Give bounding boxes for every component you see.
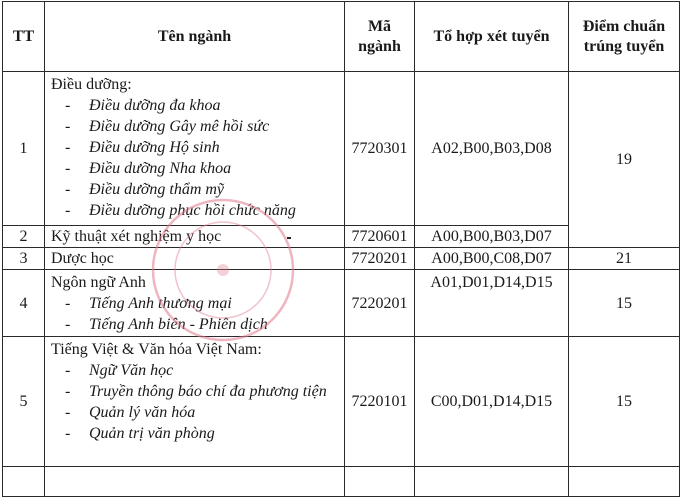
row-score: 19	[569, 72, 680, 248]
sub-major: - Ngữ Văn học	[65, 362, 174, 379]
sub-major: - Quản trị văn phòng	[65, 425, 215, 442]
row-score: 21	[569, 248, 680, 270]
row-name: Dược học	[45, 248, 345, 270]
row-combo: C00,D01,D14,D15	[415, 337, 569, 467]
header-code: Mã ngành	[345, 2, 415, 72]
row-combo: A00,B00,B03,D07	[415, 226, 569, 248]
row-name-cell	[45, 270, 345, 337]
table-row	[3, 248, 680, 270]
sub-major: - Điều dưỡng Nha khoa	[65, 160, 232, 177]
sub-major: - Tiếng Anh biên - Phiên dịch	[65, 316, 268, 333]
row-score: 15	[569, 270, 680, 337]
sub-major: - Quản lý văn hóa	[65, 404, 196, 421]
header-combo: Tổ hợp xét tuyển	[415, 2, 569, 72]
header-score: Điểm chuẩn trúng tuyển	[569, 2, 680, 72]
row-code: 7720301	[345, 72, 415, 226]
row-tt: 2	[3, 226, 45, 248]
sub-major: - Điều dưỡng Gây mê hồi sức	[65, 118, 270, 135]
table-row	[3, 337, 680, 467]
row-name: Tiếng Việt & Văn hóa Việt Nam:	[51, 341, 262, 358]
header-row	[3, 2, 680, 72]
row-combo: A02,B00,B03,D08	[415, 72, 569, 226]
sub-major: - Điều dưỡng đa khoa	[65, 97, 221, 114]
row-name: Điều dưỡng:	[51, 76, 132, 93]
row-tt: 1	[3, 72, 45, 226]
sub-major: - Điều dưỡng phục hồi chức năng	[65, 202, 296, 219]
row-name-cell	[45, 72, 345, 226]
admission-scores-table	[2, 1, 680, 497]
row-combo: A01,D01,D14,D15	[415, 270, 569, 337]
row-score: 15	[569, 337, 680, 467]
row-code: 7720601	[345, 226, 415, 248]
sub-major: - Tiếng Anh thương mại	[65, 295, 232, 312]
sub-major: - Điều dưỡng Hộ sinh	[65, 139, 220, 156]
header-tt: TT	[3, 2, 45, 72]
row-tt: 4	[3, 270, 45, 337]
header-name: Tên ngành	[45, 2, 345, 72]
table-row-partial	[3, 467, 680, 497]
table-row	[3, 72, 680, 226]
row-name: Kỹ thuật xét nghiệm y học	[45, 226, 345, 248]
row-code: 7220101	[345, 337, 415, 467]
sub-major: - Điều dưỡng thẩm mỹ	[65, 181, 225, 198]
row-combo: A00,B00,C08,D07	[415, 248, 569, 270]
sub-major: - Truyền thông báo chí đa phương tiện	[65, 383, 327, 400]
row-code: 7220201	[345, 270, 415, 337]
row-name-cell	[45, 337, 345, 467]
row-tt: 3	[3, 248, 45, 270]
table-row	[3, 270, 680, 337]
stray-mark	[287, 237, 291, 239]
row-code: 7720201	[345, 248, 415, 270]
row-name: Ngôn ngữ Anh	[51, 274, 146, 291]
row-tt: 5	[3, 337, 45, 467]
